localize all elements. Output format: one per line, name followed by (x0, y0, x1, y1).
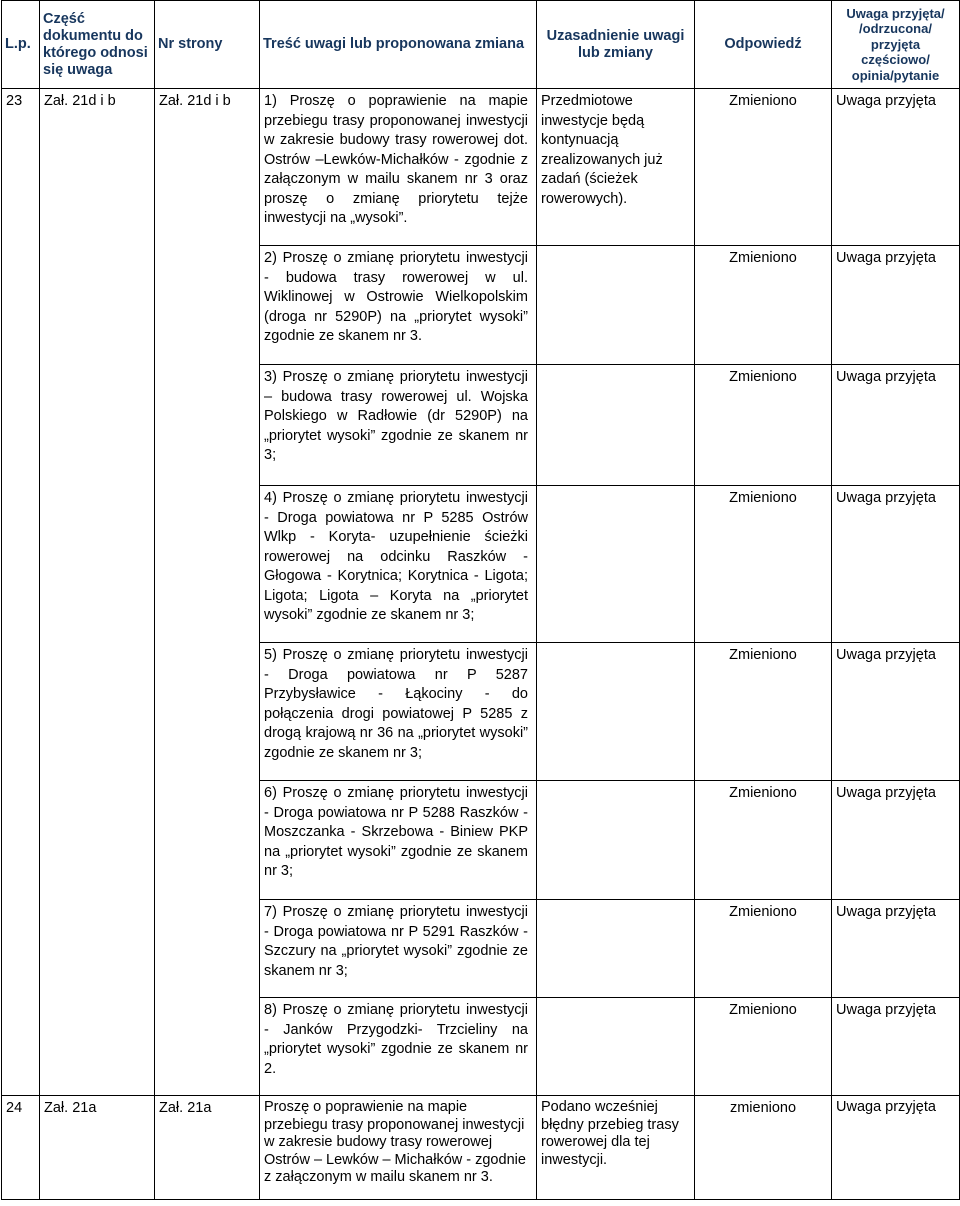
table-row (2, 89, 960, 246)
cell-status: Uwaga przyjęta (832, 781, 960, 900)
cell-czesc: Zał. 21a (40, 1096, 155, 1200)
cell-uzasadnienie (537, 781, 695, 900)
cell-uzasadnienie (537, 900, 695, 998)
header-tresc: Treść uwagi lub proponowana zmiana (260, 1, 537, 89)
cell-uzasadnienie (537, 998, 695, 1096)
table-row (2, 1096, 960, 1200)
cell-status: Uwaga przyjęta (832, 900, 960, 998)
cell-status: Uwaga przyjęta (832, 486, 960, 643)
cell-lp: 24 (2, 1096, 40, 1200)
cell-odpowiedz: Zmieniono (695, 89, 832, 246)
cell-uzasadnienie: Podano wcześniej błędny przebieg trasy rowerowej dla tej inwestycji. (537, 1096, 695, 1200)
cell-tresc: 8) Proszę o zmianę priorytetu inwestycji - Janków Przygodzki- Trzcieliny na „priorytet wysoki” zgodnie ze skanem nr 2. (260, 998, 537, 1096)
header-row (2, 1, 960, 89)
cell-odpowiedz: zmieniono (695, 1096, 832, 1200)
cell-uzasadnienie (537, 365, 695, 486)
header-lp: L.p. (2, 1, 40, 89)
cell-tresc: 6) Proszę o zmianę priorytetu inwestycji - Droga powiatowa nr P 5288 Raszków - Moszczanka - Skrzebowa - Biniew PKP na „priorytet wysoki” zgodnie ze skanem nr 3; (260, 781, 537, 900)
comments-table (1, 0, 960, 1200)
cell-status: Uwaga przyjęta (832, 643, 960, 781)
cell-tresc: 1) Proszę o poprawienie na mapie przebiegu trasy proponowanej inwestycji w zakresie budowy trasy rowerowej dot. Ostrów –Lewków-Michałków - zgodnie z załączonym w mailu skanem nr 3 oraz proszę o zmianę priorytetu tejże inwestycji na „wysoki”. (260, 89, 537, 246)
cell-odpowiedz: Zmieniono (695, 998, 832, 1096)
cell-tresc: 2) Proszę o zmianę priorytetu inwestycji - budowa trasy rowerowej w ul. Wiklinowej w Ostrowie Wielkopolskim (droga nr 5290P) na „priorytet wysoki” zgodnie ze skanem nr 3. (260, 246, 537, 365)
cell-status: Uwaga przyjęta (832, 998, 960, 1096)
cell-odpowiedz: Zmieniono (695, 486, 832, 643)
cell-nr-strony: Zał. 21a (155, 1096, 260, 1200)
cell-tresc: 3) Proszę o zmianę priorytetu inwestycji – budowa trasy rowerowej ul. Wojska Polskiego w Radłowie (dr 5290P) na „priorytet wysoki” zgodnie ze skanem nr 3; (260, 365, 537, 486)
cell-status: Uwaga przyjęta (832, 89, 960, 246)
header-odpowiedz: Odpowiedź (695, 1, 832, 89)
cell-odpowiedz: Zmieniono (695, 246, 832, 365)
header-czesc: Część dokumentu do którego odnosi się uwaga (40, 1, 155, 89)
header-status: Uwaga przyjęta/ /odrzucona/ przyjęta częściowo/ opinia/pytanie (832, 1, 960, 89)
header-uzasadnienie: Uzasadnienie uwagi lub zmiany (537, 1, 695, 89)
cell-odpowiedz: Zmieniono (695, 900, 832, 998)
cell-lp: 23 (2, 89, 40, 1096)
cell-odpowiedz: Zmieniono (695, 365, 832, 486)
cell-odpowiedz: Zmieniono (695, 781, 832, 900)
cell-uzasadnienie (537, 643, 695, 781)
cell-status: Uwaga przyjęta (832, 246, 960, 365)
cell-tresc: 7) Proszę o zmianę priorytetu inwestycji - Droga powiatowa nr P 5291 Raszków - Szczury na „priorytet wysoki” zgodnie ze skanem nr 3; (260, 900, 537, 998)
cell-tresc: Proszę o poprawienie na mapie przebiegu trasy proponowanej inwestycji w zakresie budowy trasy rowerowej Ostrów – Lewków – Michałków - zgodnie z załączonym w mailu skanem nr 3. (260, 1096, 537, 1200)
cell-czesc: Zał. 21d i b (40, 89, 155, 1096)
cell-nr-strony: Zał. 21d i b (155, 89, 260, 1096)
header-nr-strony: Nr strony (155, 1, 260, 89)
cell-uzasadnienie (537, 486, 695, 643)
cell-odpowiedz: Zmieniono (695, 643, 832, 781)
cell-uzasadnienie (537, 246, 695, 365)
cell-uzasadnienie: Przedmiotowe inwestycje będą kontynuacją zrealizowanych już zadań (ścieżek rowerowych). (537, 89, 695, 246)
cell-status: Uwaga przyjęta (832, 1096, 960, 1200)
cell-tresc: 5) Proszę o zmianę priorytetu inwestycji - Droga powiatowa nr P 5287 Przybysławice - Łąkociny - do połączenia drogi powiatowej P 5285 z drogą krajową nr 36 na „priorytet wysoki” zgodnie ze skanem nr 3; (260, 643, 537, 781)
cell-tresc: 4) Proszę o zmianę priorytetu inwestycji - Droga powiatowa nr P 5285 Ostrów Wlkp - Koryta- uzupełnienie ścieżki rowerowej na odcinku Raszków - Głogowa - Korytnica; Korytnica - Ligota; Ligota; Ligota – Koryta na „priorytet wysoki” zgodnie ze skanem nr 3; (260, 486, 537, 643)
cell-status: Uwaga przyjęta (832, 365, 960, 486)
